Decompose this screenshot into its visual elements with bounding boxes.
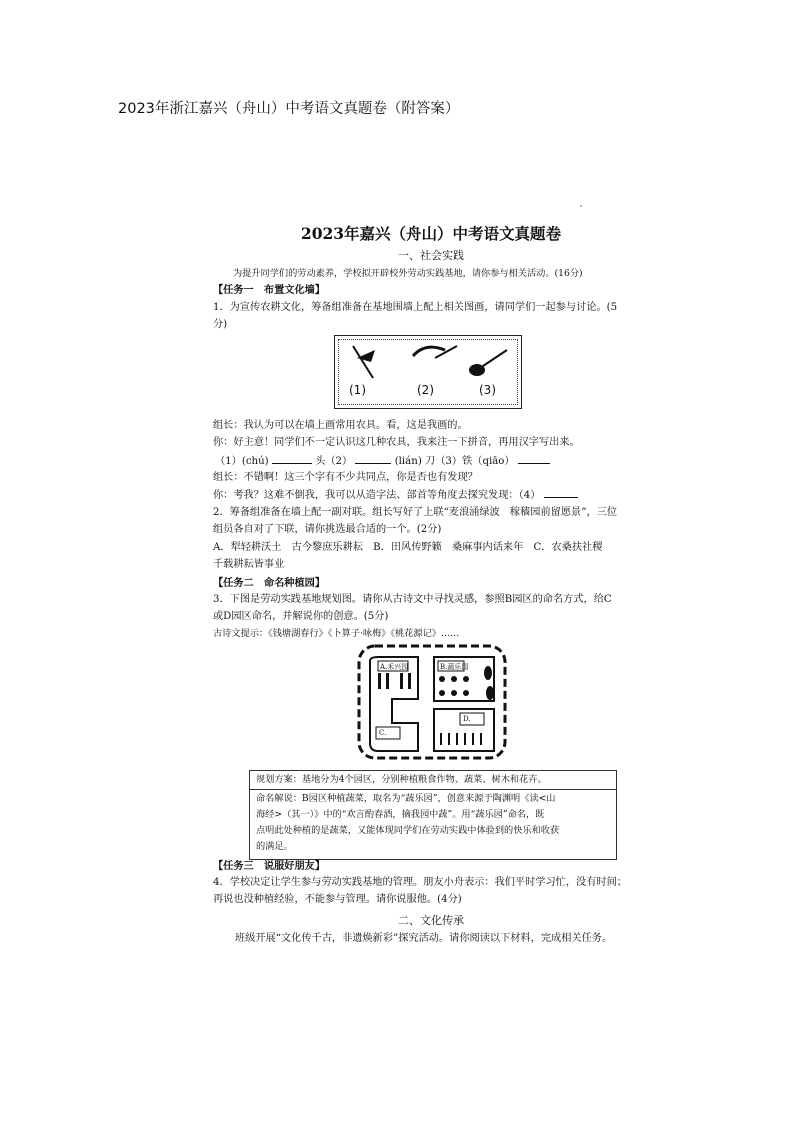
- pinyin-item-2: 头（2）: [315, 456, 353, 467]
- document-title: 2023年浙江嘉兴（舟山）中考语文真题卷（附答案）: [118, 101, 460, 117]
- dialogue-leader-1: 组长：我认为可以在墙上画常用农具。看，这是我画的。: [213, 420, 468, 431]
- plan-box: [249, 770, 617, 860]
- zone-b-label: B.蔬乐园: [440, 663, 469, 671]
- base-plan-drawing: [356, 643, 508, 761]
- section-1-heading: 一、社会实践: [398, 249, 464, 262]
- q1-text-cont: 分): [213, 319, 228, 330]
- naming-explanation-4: 的满足。: [256, 841, 293, 852]
- tool-label-1: (1): [349, 383, 366, 397]
- section-2-intro: 班级开展“文化传千古，非遗焕新彩”探究活动。请你阅读以下材料，完成相关任务。: [235, 933, 613, 944]
- q2-text-cont: 组员各自对了下联，请你挑选最合适的一个。(2分): [213, 524, 442, 535]
- q4-text: 4．学校决定让学生参与劳动实践基地的管理。朋友小舟表示：我们平时学习忙，没有时间；: [213, 877, 627, 888]
- plan-scheme: 规划方案：基地分为4个园区，分别种植粮食作物、蔬菜、树木和花卉。: [256, 774, 547, 785]
- q4-text-cont: 再说也没种植经验，不能参与管理。请你说服他。(4分): [213, 894, 462, 905]
- naming-explanation-3: 点明此处种植的是蔬菜，又能体现同学们在劳动实践中体验到的快乐和收获: [256, 825, 560, 836]
- q2-options-cont: 千载耕耘皆事业: [213, 559, 285, 570]
- answer-blank-1[interactable]: [272, 454, 312, 464]
- answer-blank-4[interactable]: [544, 488, 578, 498]
- q3-text-cont: 或D园区命名，并解说你的创意。(5分): [213, 611, 389, 622]
- dialogue-you-1: 你：好主意！同学们不一定认识这几种农具，我来注一下拼音，再用汉字写出来。: [213, 437, 580, 448]
- naming-explanation: 命名解说：B园区种植蔬菜，取名为“蔬乐园”，创意来源于陶渊明《读<山: [256, 793, 556, 804]
- answer-blank-2[interactable]: [355, 454, 391, 464]
- task-3-heading: 【任务三 说服好朋友】: [213, 860, 326, 872]
- q1-text: 1．为宣传农耕文化，筹备组准备在基地围墙上配上相关图画，请同学们一起参与讨论。(5: [213, 302, 618, 313]
- task-1-heading: 【任务一 布置文化墙】: [213, 284, 326, 296]
- exam-title: 2023年嘉兴（舟山）中考语文真题卷: [300, 224, 562, 243]
- pinyin-item-1: （1）(chú): [215, 456, 269, 467]
- exam-scan: [213, 215, 649, 955]
- tool-label-2: (2): [417, 383, 434, 397]
- zone-d-label: D.: [463, 715, 471, 723]
- q3-text: 3．下图是劳动实践基地规划图。请你从古诗文中寻找灵感，参照B园区的命名方式，给C: [213, 594, 612, 605]
- tool-label-3: (3): [479, 383, 496, 397]
- dialogue-you-2: [213, 488, 578, 503]
- naming-explanation-2: 海经>（其一）》中的“欢言酌春酒，摘我园中蔬”。用“蔬乐园”命名，既: [256, 809, 545, 820]
- q2-text: 2．筹备组准备在墙上配一副对联。组长写好了上联“麦浪涌绿波 稼穑园前留愿景”，三位: [213, 507, 618, 518]
- task-2-heading: 【任务二 命名种植园】: [213, 577, 326, 589]
- pinyin-line: [215, 454, 550, 469]
- dialogue-you-2-text: 你：考我？这难不倒我，我可以从造字法、部首等角度去探究发现：（4）: [213, 490, 541, 501]
- base-plan-map: [356, 643, 508, 761]
- scan-speck: [580, 205, 582, 207]
- section-2-heading: 二、文化传承: [398, 914, 464, 927]
- farm-tools-illustration: [334, 335, 522, 409]
- dialogue-leader-2: 组长：不错啊！这三个字有不少共同点，你是否也有发现？: [213, 472, 478, 483]
- section-1-intro: 为提升同学们的劳动素养，学校拟开辟校外劳动实践基地，请你参与相关活动。(16分): [233, 268, 583, 279]
- q3-hint: 古诗文提示：《钱塘湖春行》《卜算子·咏梅》《桃花源记》……: [213, 628, 460, 639]
- farm-tools-drawing: [335, 336, 521, 408]
- zone-a-label: A.禾兴园: [380, 663, 409, 671]
- pinyin-item-3: (lián) 刀（3）铁（qiāo）: [394, 456, 515, 467]
- q2-options: A．犁轻耕沃土 古今黎庶乐耕耘 B．田风传野籁 桑麻事内话来年 C．农桑扶社稷: [213, 542, 603, 553]
- zone-c-label: C.: [379, 729, 387, 737]
- answer-blank-3[interactable]: [518, 454, 550, 464]
